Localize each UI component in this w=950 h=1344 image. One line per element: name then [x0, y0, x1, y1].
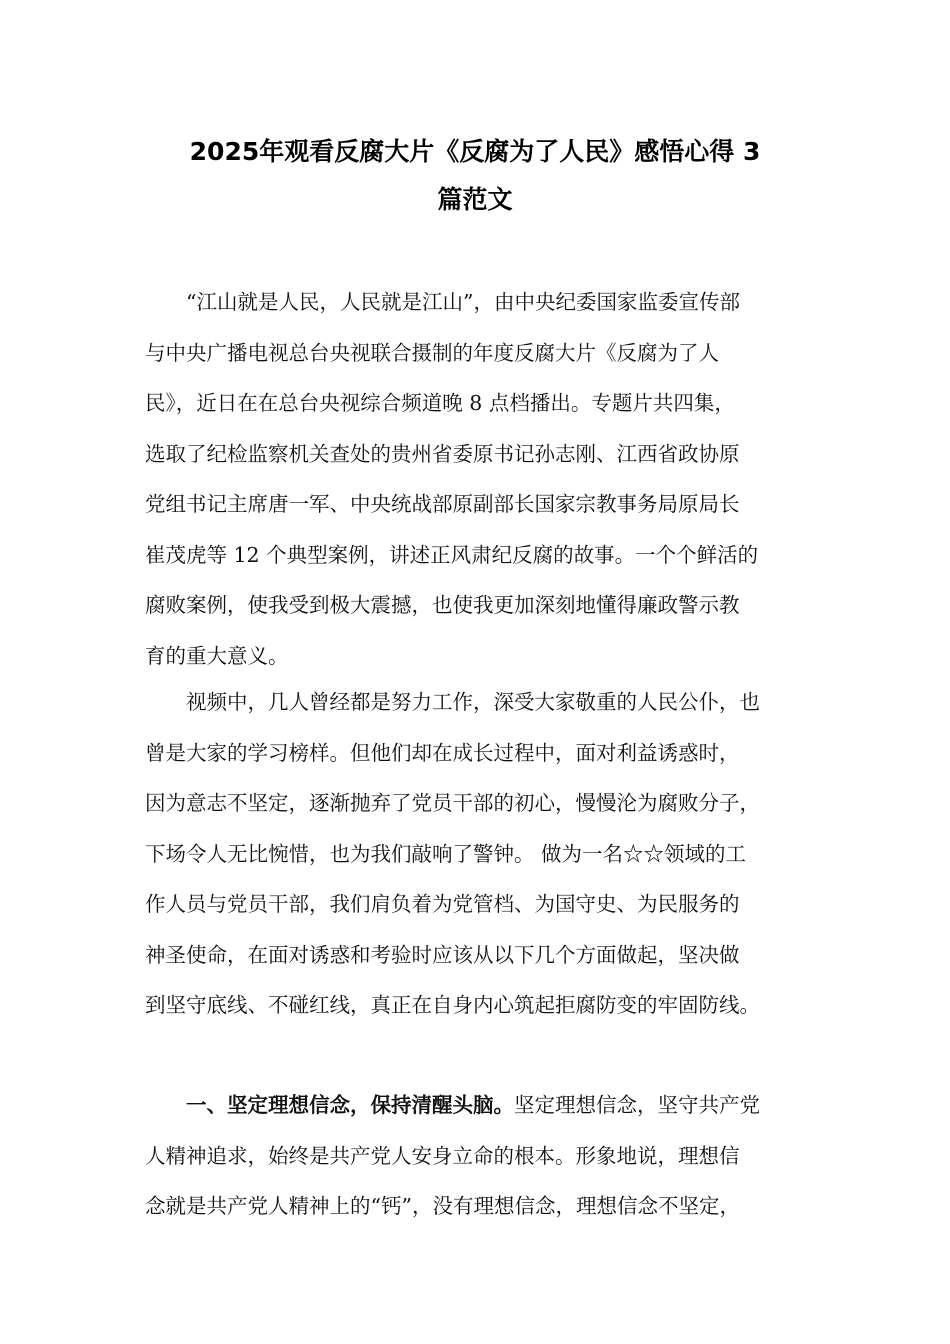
section-heading-rest: 坚定理想信念，坚守共产党	[514, 1093, 760, 1117]
text-line: 到坚守底线、不碰红线，真正在自身内心筑起拒腐防变的牢固防线。	[145, 993, 760, 1017]
text-line: 曾是大家的学习榜样。但他们却在成长过程中，面对利益诱惑时，	[145, 740, 740, 765]
text-line: 因为意志不坚定，逐渐抛弃了党员干部的初心，慢慢沦为腐败分子，	[145, 791, 760, 815]
text-line: 视频中，几人曾经都是努力工作，深受大家敬重的人民公仆，也	[186, 690, 760, 714]
text-line: 育的重大意义。	[145, 643, 289, 668]
text-line: 党组书记主席唐一军、中央统战部原副部长国家宗教事务局原局长	[145, 492, 740, 516]
text-line: “江山就是人民，人民就是江山”，由中央纪委国家监委宣传部	[186, 290, 740, 314]
text-line	[145, 1080, 810, 1131]
text-line: 下场令人无比惋惜，也为我们敲响了警钟。 做为一名☆☆领域的工	[145, 841, 747, 866]
text-line: 作人员与党员干部，我们肩负着为党管档、为国守史、为民服务的	[145, 892, 740, 916]
paragraph-section-one	[145, 1080, 810, 1232]
text-line: 腐败案例，使我受到极大震撼，也使我更加深刻地懂得廉政警示教	[145, 593, 740, 617]
section-heading: 一、坚定理想信念，保持清醒头脑。	[186, 1093, 514, 1117]
text-line: 神圣使命，在面对诱惑和考验时应该从以下几个方面做起，坚决做	[145, 942, 740, 967]
paragraph-video	[145, 677, 810, 1031]
title-line-2: 篇范文	[437, 185, 513, 214]
text-line: 选取了纪检监察机关查处的贵州省委原书记孙志刚、江西省政协原	[145, 441, 740, 466]
text-line: 崔茂虎等 12 个典型案例，讲述正风肃纪反腐的故事。一个个鲜活的	[145, 542, 759, 567]
text-line: 与中央广播电视总台央视联合摄制的年度反腐大片《反腐为了人	[145, 340, 719, 365]
text-line: 人精神追求，始终是共产党人安身立命的根本。形象地说，理想信	[145, 1143, 740, 1168]
title-line-1: 2025年观看反腐大片《反腐为了人民》感悟心得 3	[189, 137, 761, 166]
document-title	[140, 128, 810, 224]
paragraph-intro	[145, 277, 810, 681]
text-line: 念就是共产党人精神上的“钙”，没有理想信念，理想信念不坚定，	[145, 1194, 740, 1218]
text-line: 民》，近日在在总台央视综合频道晚 8 点档播出。专题片共四集，	[145, 391, 735, 415]
